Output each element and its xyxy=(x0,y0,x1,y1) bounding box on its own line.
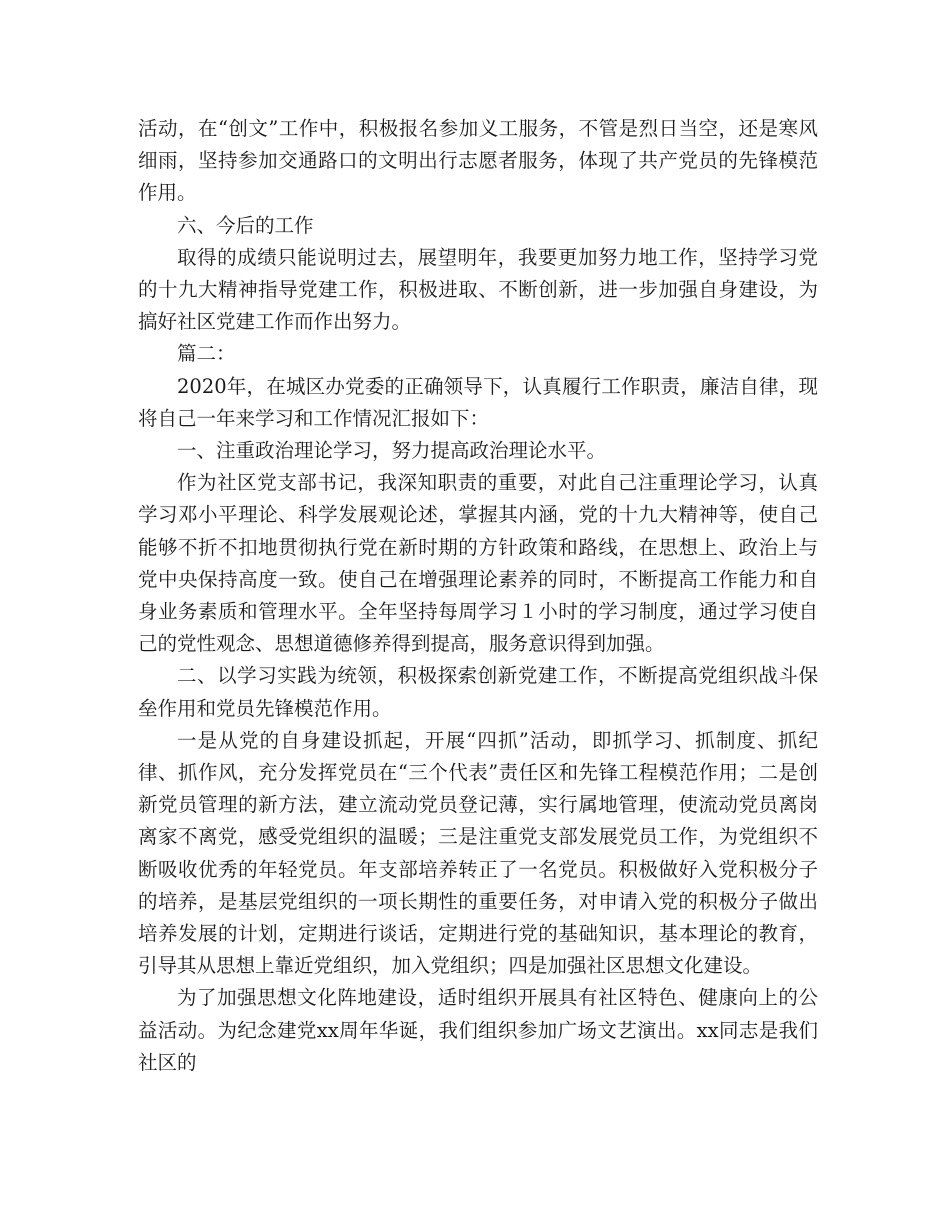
paragraph: 2020年，在城区办党委的正确领导下，认真履行工作职责，廉洁自律，现将自己一年来学习和工作情况汇报如下： xyxy=(138,374,818,430)
paragraph: 为了加强思想文化阵地建设，适时组织开展具有社区特色、健康向上的公益活动。为纪念建党xx周年华诞，我们组织参加广场文艺演出。xx同志是我们社区的 xyxy=(138,986,818,1074)
paragraph: 取得的成绩只能说明过去，展望明年，我要更加努力地工作，坚持学习党的十九大精神指导党建工作，积极进取、不断创新，进一步加强自身建设，为搞好社区党建工作而作出努力。 xyxy=(138,245,818,334)
section-heading: 篇二： xyxy=(177,342,236,366)
paragraph: 作为社区党支部书记，我深知职责的重要，对此自己注重理论学习，认真学习邓小平理论、科学发展观论述，掌握其内涵，党的十九大精神等，使自己能够不折不扣地贯彻执行党在新时期的方针政策和路线，在思想上、政治上与党中央保持高度一致。使自己在增强理论素养的同时，不断提高工作能力和自身业务素质和管理水平。全年坚持每周学习１小时的学习制度，通过学习使自己的党性观念、思想道德修养得到提高，服务意识得到加强。 xyxy=(138,471,818,656)
section-heading: 一、注重政治理论学习，努力提高政治理论水平。 xyxy=(177,439,607,463)
section-heading: 二、以学习实践为统领，积极探索创新党建工作，不断提高党组织战斗保垒作用和党员先锋模范作用。 xyxy=(138,664,818,720)
paragraph: 一是从党的自身建设抓起，开展“四抓”活动，即抓学习、抓制度、抓纪律、抓作风，充分发挥党员在“三个代表”责任区和先锋工程模范作用；二是创新党员管理的新方法，建立流动党员登记薄，实行属地管理，使流动党员离岗离家不离党，感受党组织的温暖；三是注重党支部发展党员工作，为党组织不断吸收优秀的年轻党员。年支部培养转正了一名党员。积极做好入党积极分子的培养，是基层党组织的一项长期性的重要任务，对申请入党的积极分子做出培养发展的计划，定期进行谈话，定期进行党的基础知识，基本理论的教育，引导其从思想上靠近党组织，加入党组织；四是加强社区思想文化建设。 xyxy=(138,728,818,978)
paragraph: 活动，在“创文”工作中，积极报名参加义工服务，不管是烈日当空，还是寒风细雨，坚持参加交通路口的文明出行志愿者服务，体现了共产党员的先锋模范作用。 xyxy=(138,117,818,205)
section-heading: 六、今后的工作 xyxy=(177,213,314,237)
document-body xyxy=(138,113,818,1079)
